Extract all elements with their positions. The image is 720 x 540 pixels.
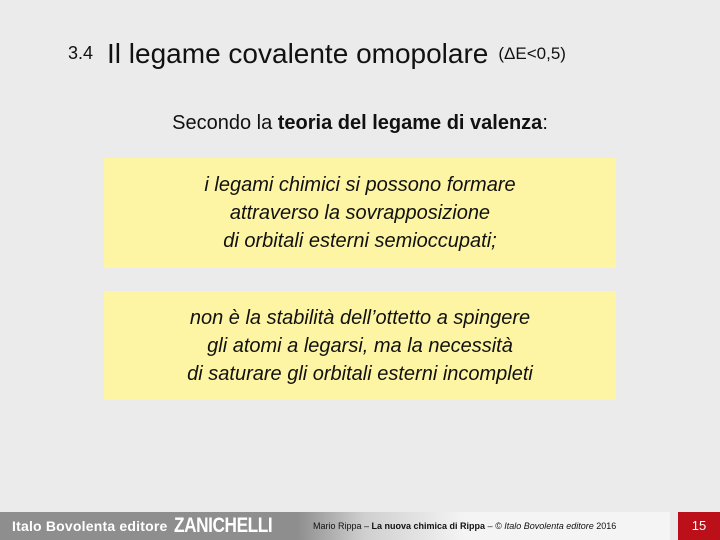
brand-logo: ZANICHELLI	[174, 514, 273, 537]
intro-text	[0, 112, 720, 135]
publisher-name: Italo Bovolenta editore	[12, 518, 168, 534]
intro-suffix: :	[542, 112, 548, 134]
box2-line: di saturare gli orbitali esterni incompleti	[187, 362, 533, 385]
title-condition: (ΔE<0,5)	[498, 44, 566, 63]
credit-author: Mario Rippa –	[313, 521, 372, 531]
publisher-banner	[0, 512, 297, 540]
definition-box-1	[104, 158, 616, 268]
definition-box-2	[104, 291, 616, 400]
credit-book: La nuova chimica di Rippa	[371, 521, 486, 531]
page-number-badge	[678, 512, 720, 540]
footer	[0, 512, 720, 540]
credit-separator: –	[485, 521, 496, 531]
box1-line: di orbitali esterni semioccupati;	[223, 230, 497, 252]
credit-year: 2016	[593, 521, 617, 531]
credit-publisher: © Italo Bovolenta editore	[495, 521, 594, 531]
box2-line: non è la stabilità dell’ottetto a spingere	[189, 306, 531, 329]
credit-text	[313, 521, 616, 531]
page-number: 15	[691, 518, 707, 533]
box2-line: gli atomi a legarsi, ma la necessità	[207, 334, 513, 357]
section-number: 3.4	[68, 43, 94, 63]
intro-emphasis: teoria del legame di valenza	[277, 112, 543, 134]
intro-prefix: Secondo la	[172, 112, 278, 134]
box1-line: attraverso la sovrapposizione	[229, 202, 491, 224]
box1-line: i legami chimici si possono formare	[204, 174, 516, 196]
slide-title	[68, 38, 566, 70]
title-main: Il legame covalente omopolare	[107, 38, 489, 69]
credit-bar	[297, 512, 670, 540]
